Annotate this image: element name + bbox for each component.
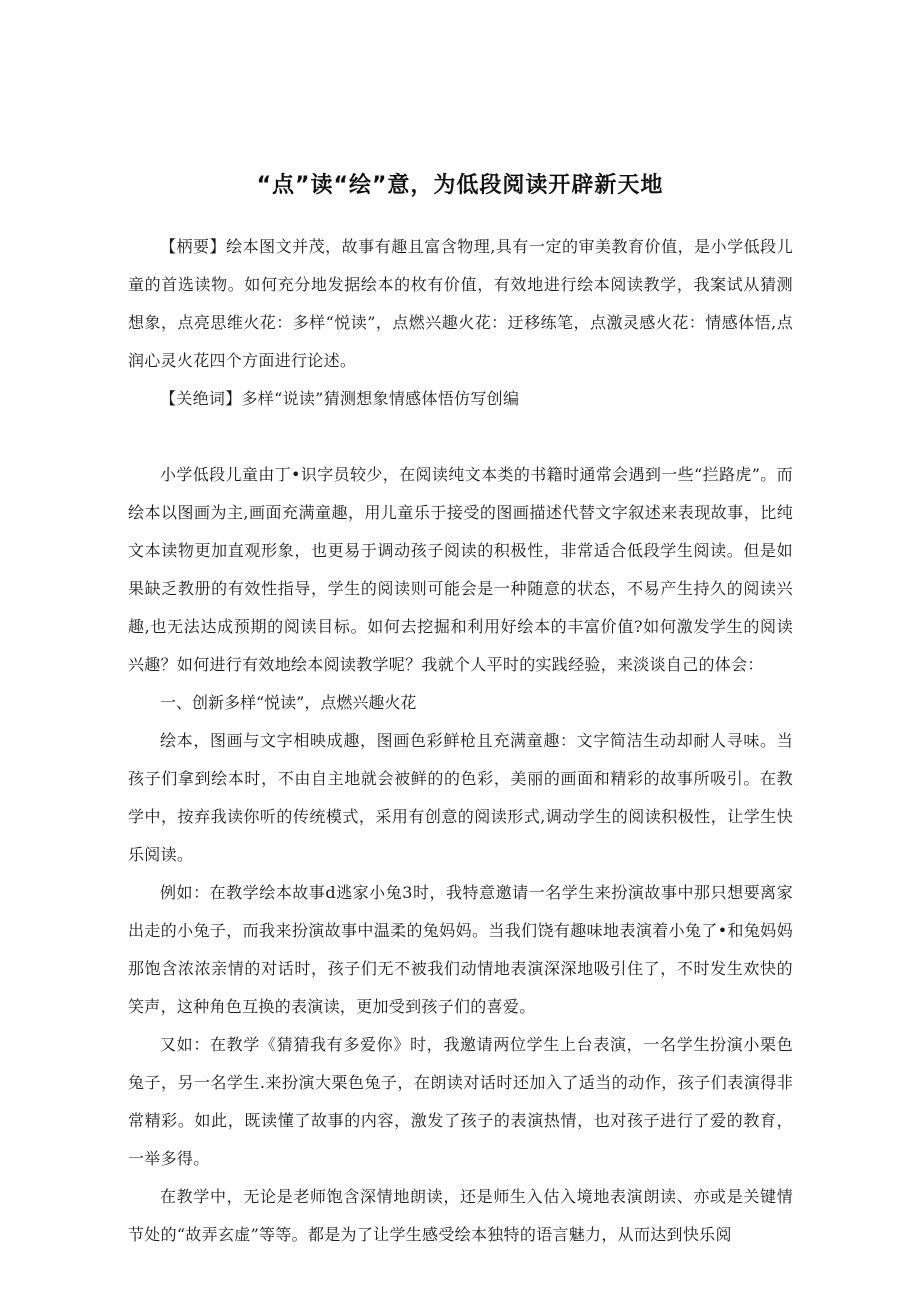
document-body bbox=[128, 228, 793, 1254]
body-paragraph-3: 又如：在教学《猜猜我有多爱你》时，我邀请两位学生上台表演，一名学生扮演小栗色兔子，另一名学生.来扮演大栗色兔子，在朗读对话时还加入了适当的动作，孩子们表演得非常精彩。如此，既读懂了故事的内容，激发了孩子的表演热情，也对孩子进行了爱的教育，一举多得。 bbox=[128, 1035, 793, 1168]
keywords-line: 【关绝词】多样“说读”猜测想象情感体悟仿写创编 bbox=[160, 389, 520, 408]
body-paragraph-4: 在教学中，无论是老师饱含深情地朗读，还是师生入估入境地表演朗读、亦或是关键情节处的“故弄玄虚”等等。都是为了让学生感受绘本独特的语言魅力，从而达到快乐阅 bbox=[128, 1187, 793, 1244]
intro-paragraph: 小学低段儿童由丁•识字员较少，在阅读纯文本类的书籍时通常会遇到一些“拦路虎”。而绘本以图画为主,画面充满童趣，用儿童乐于接受的图画描述代替文字叙述来表现故事，比纯文本读物更加直观形象，也更易于调动孩子阅读的积极性，非常适合低段学生阅读。但是如果缺乏教册的有效性指导，学生的阅读则可能会是一种随意的状态，不易产生持久的阅读兴趣,也无法达成预期的阅读目标。如何去挖掘和利用好绘本的丰富价值?如何激发学生的阅读兴趣？如何进行有效地绘本阅读教学呢？我就个人平时的实践经验，来淡谈自己的体会： bbox=[128, 465, 793, 674]
abstract-paragraph: 【柄要】绘本图文并茂，故事有趣且富含物理,具有一定的审美教育价值，是小学低段儿童的首选读物。如何充分地发据绘本的枚有价值，有效地进行绘本阅读教学，我案试从猜测想象，点亮思维火花：多样“悦读”，点燃兴趣火花：迂移练笔，点激灵感火花：情感体悟,点润心灵火花四个方面进行论述。 bbox=[128, 237, 793, 370]
body-paragraph-1: 绘本，图画与文字相映成趣，图画色彩鲜枪且充满童趣：文字简洁生动却耐人寻味。当孩子们拿到绘本时，不由自主地就会被鲜的的色彩，美丽的画面和精彩的故事所吸引。在教学中，按弃我读你听的传统模式，采用有创意的阅读形式,调动学生的阅读积极性，让学生快乐阅读。 bbox=[128, 731, 793, 864]
document-title: “点”读“绘”意，为低段阅读开辟新天地 bbox=[256, 173, 664, 198]
section-heading: 一、创新多样“悦读”，点燃兴趣火花 bbox=[160, 693, 417, 712]
spacer bbox=[128, 418, 793, 456]
body-paragraph-2: 例如：在教学绘本故事d逃家小兔3时，我特意邀请一名学生来扮演故事中那只想要离家出走的小兔子，而我来扮演故事中温柔的兔妈妈。当我们饶有趣味地表演着小兔了•和兔妈妈那饱含浓浓亲情的对话时，孩子们无不被我们动情地表演深深地吸引住了，不时发生欢快的笑声，这种角色互换的表演读，更加受到孩子们的喜爱。 bbox=[128, 883, 793, 1016]
